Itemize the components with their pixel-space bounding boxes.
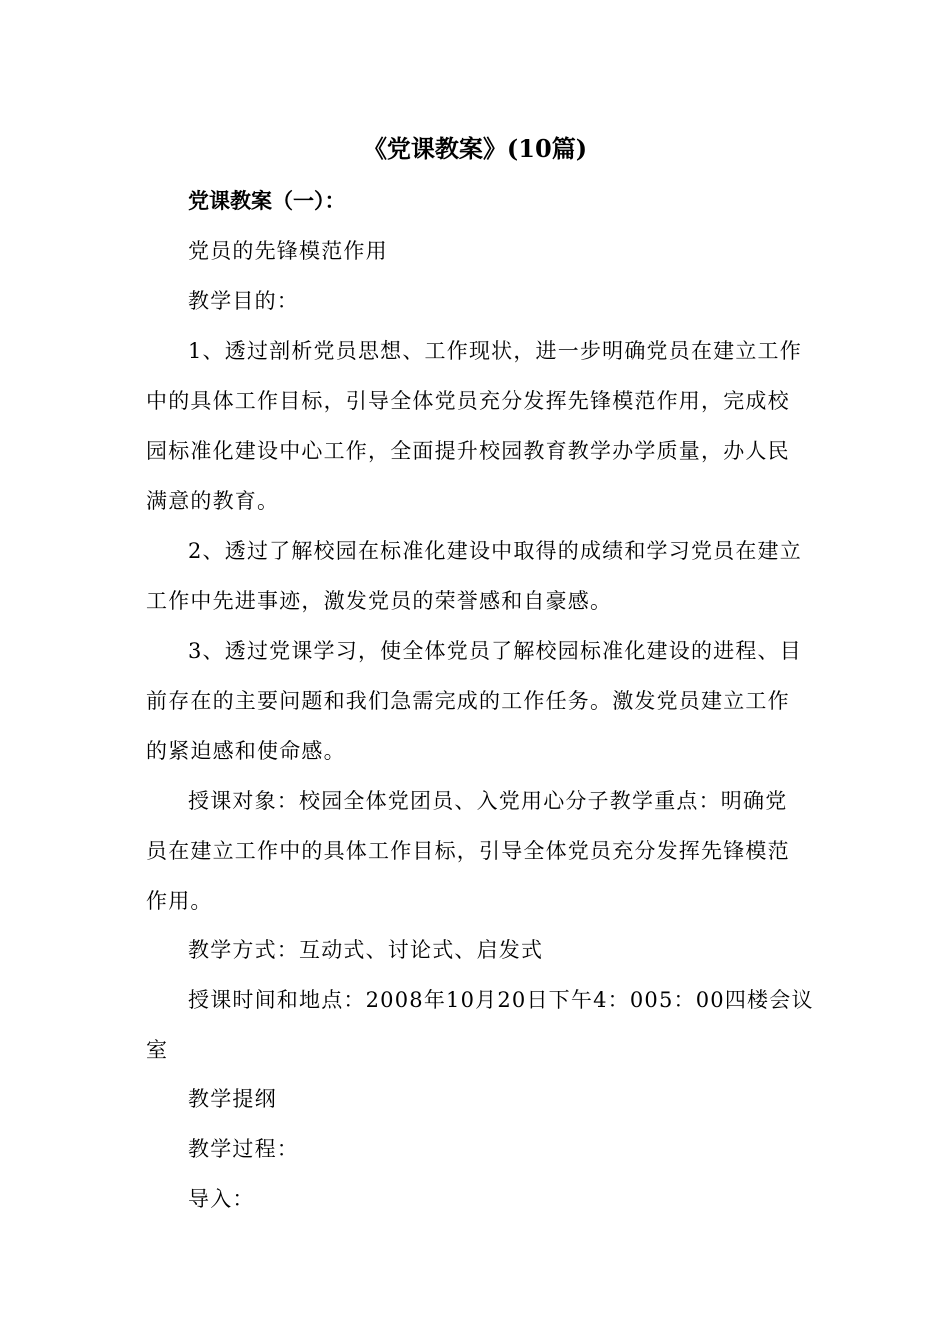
process-paragraph [146, 1124, 806, 1174]
text-line: 前存在的主要问题和我们急需完成的工作任务。激发党员建立工作 [146, 689, 790, 713]
text-line: 的紧迫感和使命感。 [146, 739, 346, 763]
section-heading: 党课教案（一）： [188, 188, 346, 213]
text-line: 授课对象：校园全体党团员、入党用心分子教学重点：明确党 [188, 789, 788, 813]
text-line: 园标准化建设中心工作，全面提升校园教育教学办学质量，办人民 [146, 439, 790, 463]
objective-2-paragraph [146, 526, 806, 626]
text-line: 教学过程： [188, 1137, 299, 1161]
text-line: 导入： [188, 1187, 255, 1211]
text-line: 满意的教育。 [146, 489, 280, 513]
text-line: 工作中先进事迹，激发党员的荣誉感和自豪感。 [146, 589, 613, 613]
objective-1-paragraph [146, 326, 806, 526]
text-line: 教学方式：互动式、讨论式、启发式 [188, 938, 544, 962]
text-line: 室 [146, 1038, 169, 1062]
text-line: 中的具体工作目标，引导全体党员充分发挥先锋模范作用，完成校 [146, 389, 790, 413]
text-line: 教学目的： [188, 289, 299, 313]
text-line: 作用。 [146, 889, 213, 913]
text-line: 授课时间和地点：2008年10月20日下午4：005：00四楼会议 [188, 988, 814, 1012]
text-line: 员在建立工作中的具体工作目标，引导全体党员充分发挥先锋模范 [146, 839, 790, 863]
document-title: 《党课教案》(10篇) [362, 134, 588, 163]
time-place-paragraph [146, 975, 814, 1075]
text-line: 3、透过党课学习，使全体党员了解校园标准化建设的进程、目 [188, 639, 802, 663]
objective-3-paragraph [146, 626, 806, 776]
topic-paragraph [146, 226, 806, 276]
objective-label [146, 276, 806, 326]
method-paragraph [146, 925, 806, 975]
text-line: 1、透过剖析党员思想、工作现状，进一步明确党员在建立工作 [188, 339, 802, 363]
text-line: 教学提纲 [188, 1087, 277, 1111]
text-line: 党员的先锋模范作用 [188, 239, 388, 263]
text-line: 2、透过了解校园在标准化建设中取得的成绩和学习党员在建立 [188, 539, 802, 563]
outline-paragraph [146, 1074, 806, 1124]
intro-paragraph [146, 1174, 806, 1224]
audience-paragraph [146, 776, 806, 926]
